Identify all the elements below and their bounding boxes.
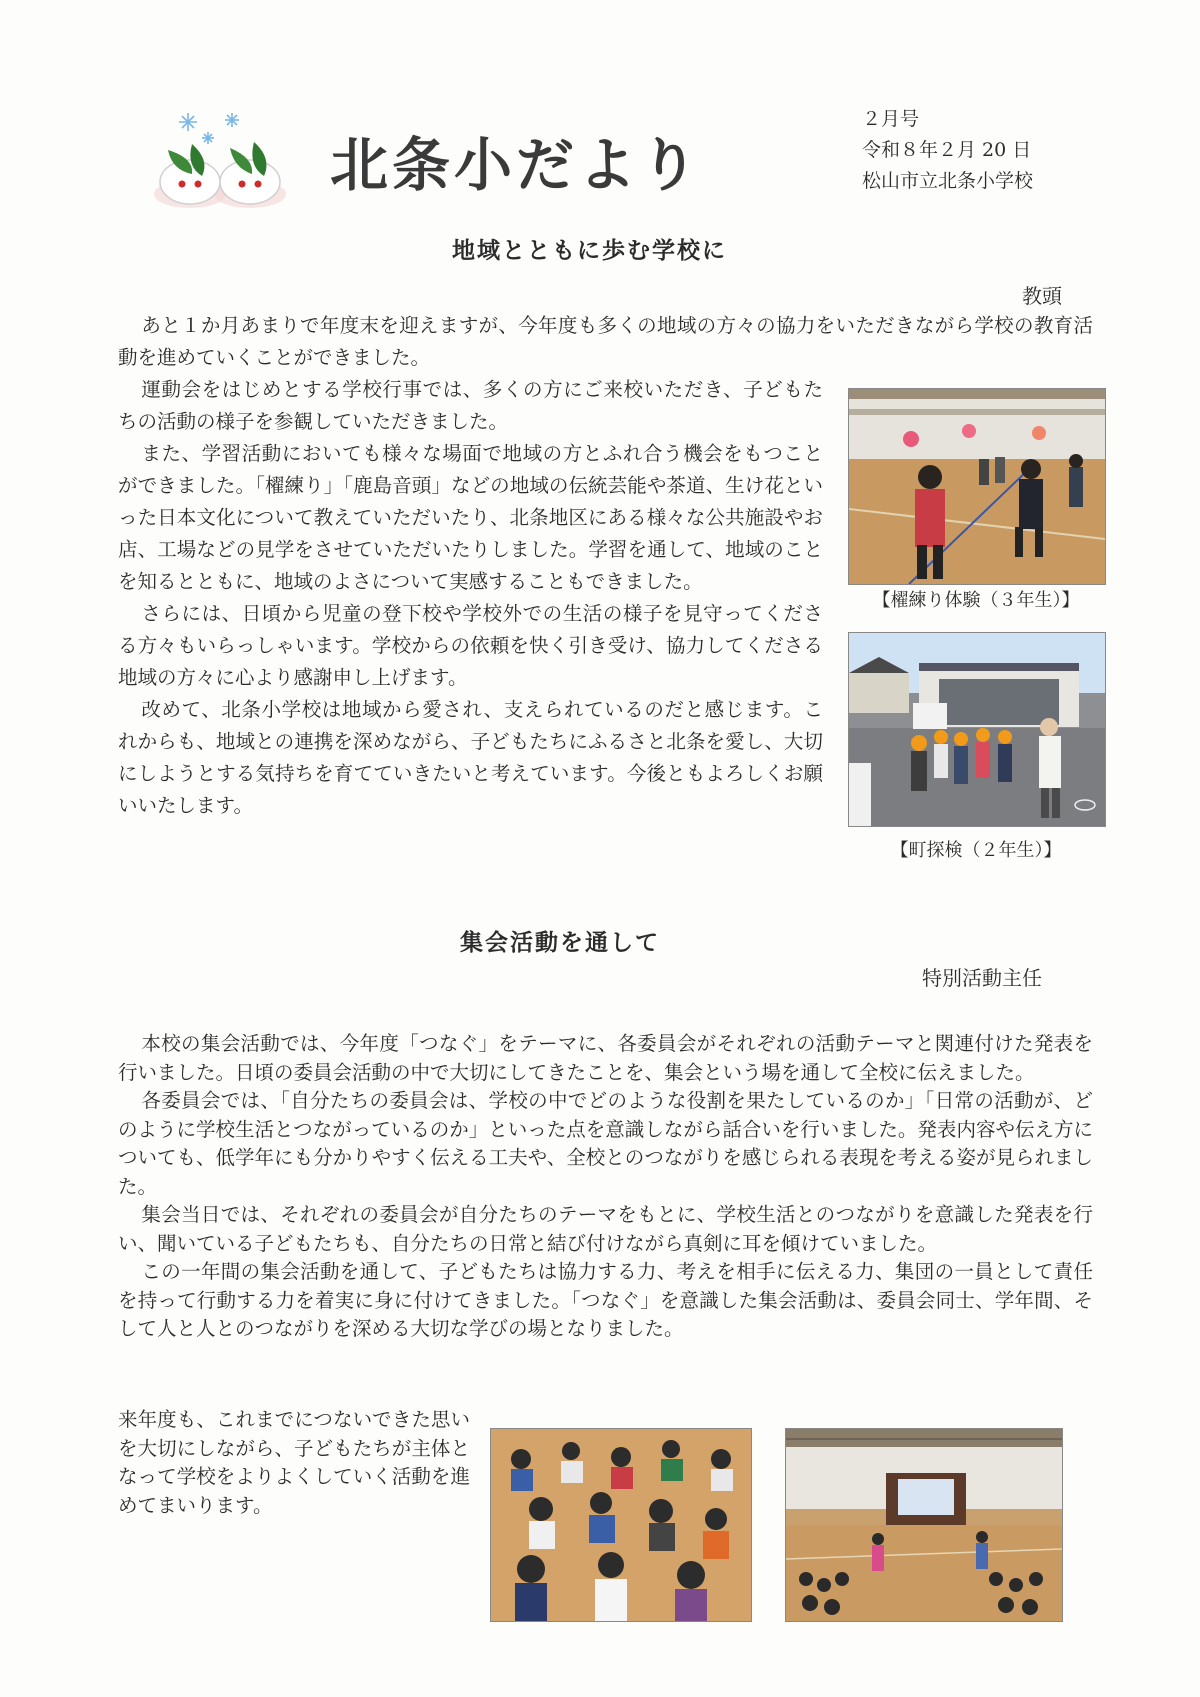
article1-paragraph: 運動会をはじめとする学校行事では、多くの方にご来校いただき、子どもたちの活動の様子を参観していただきました。 [118, 378, 823, 433]
article2-paragraph: この一年間の集会活動を通して、子どもたちは協力する力、考えを相手に伝える力、集団の一員として責任を持って行動する力を着実に身に付けてきました。「つなぐ」を意識した集会活動は、委員会同士、学年間、そして人と人とのつながりを深める大切な学びの場となりました。 [118, 1260, 1093, 1340]
article2-author: 特別活動主任 [922, 966, 1042, 990]
article1-body [118, 374, 823, 822]
photo2-caption: 【町探検（２年生）】 [890, 840, 1062, 861]
issue-date: 令和８年２月 20 日 [862, 139, 1032, 161]
gym-assembly-photo [785, 1428, 1063, 1622]
article1-paragraph: さらには、日頃から児童の登下校や学校外での生活の様子を見守ってくださる方々もいらっしゃいます。学校からの依頼を快く引き受け、協力してくださる地域の方々に心より感謝申し上げます。 [118, 602, 823, 689]
article1-paragraph: 改めて、北条小学校は地域から愛され、支えられているのだと感じます。これからも、地域との連携を深めながら、子どもたちにふるさと北条を愛し、大切にしようとする気持ちを育てていきたいと考えています。今後ともよろしくお願いいたします。 [118, 698, 823, 817]
article2-title: 集会活動を通して [460, 930, 660, 956]
issue-label: ２月号 [862, 108, 920, 130]
kairen-practice-photo [848, 388, 1106, 585]
article2-closing-text: 来年度も、これまでにつないできた思いを大切にしながら、子どもたちが主体となって学校をよりよくしていく活動を進めてまいります。 [118, 1408, 470, 1517]
article2-paragraph: 本校の集会活動では、今年度「つなぐ」をテーマに、各委員会がそれぞれの活動テーマと関連付けた発表を行いました。日頃の委員会活動の中で大切にしてきたことを、集会という場を通して全校に伝えました。 [118, 1032, 1093, 1084]
article2-paragraph: 集会当日では、それぞれの委員会が自分たちのテーマをもとに、学校生活とのつながりを意識した発表を行い、聞いている子どもたちも、自分たちの日常と結び付けながら真剣に耳を傾けていました。 [118, 1203, 1093, 1255]
town-exploration-photo [848, 632, 1106, 827]
article1-title: 地域とともに歩む学校に [452, 238, 727, 264]
article2-closing [118, 1406, 470, 1520]
snow-rabbit-mascot-icon [150, 108, 290, 213]
newsletter-title: 北条小だより [330, 131, 703, 199]
article1-intro [118, 310, 1093, 374]
article1-author: 教頭 [1022, 284, 1062, 308]
article2-paragraph: 各委員会では、「自分たちの委員会は、学校の中でどのような役割を果たしているのか」「日常の活動が、どのように学校生活とつながっているのか」といった点を意識しながら話合いを行いました。発表内容や伝え方についても、低学年にも分かりやすく伝える工夫や、全校とのつながりを感じられる表現を考える姿が見られました。 [118, 1089, 1093, 1198]
issue-info [862, 104, 1033, 197]
school-name: 松山市立北条小学校 [862, 170, 1034, 192]
photo1-caption: 【櫂練り体験（３年生）】 [872, 590, 1080, 611]
article1-paragraph: あと１か月あまりで年度末を迎えますが、今年度も多くの地域の方々の協力をいただきながら学校の教育活動を進めていくことができました。 [118, 314, 1093, 369]
article2-body [118, 1030, 1093, 1344]
assembly-students-photo [490, 1428, 752, 1622]
article1-paragraph: また、学習活動においても様々な場面で地域の方とふれ合う機会をもつことができました。「櫂練り」「鹿島音頭」などの地域の伝統芸能や茶道、生け花といった日本文化について教えていただいたり、北条地区にある様々な公共施設やお店、工場などの見学をさせていただいたりしました。学習を通して、地域のことを知るとともに、地域のよさについて実感することもできました。 [118, 442, 823, 593]
